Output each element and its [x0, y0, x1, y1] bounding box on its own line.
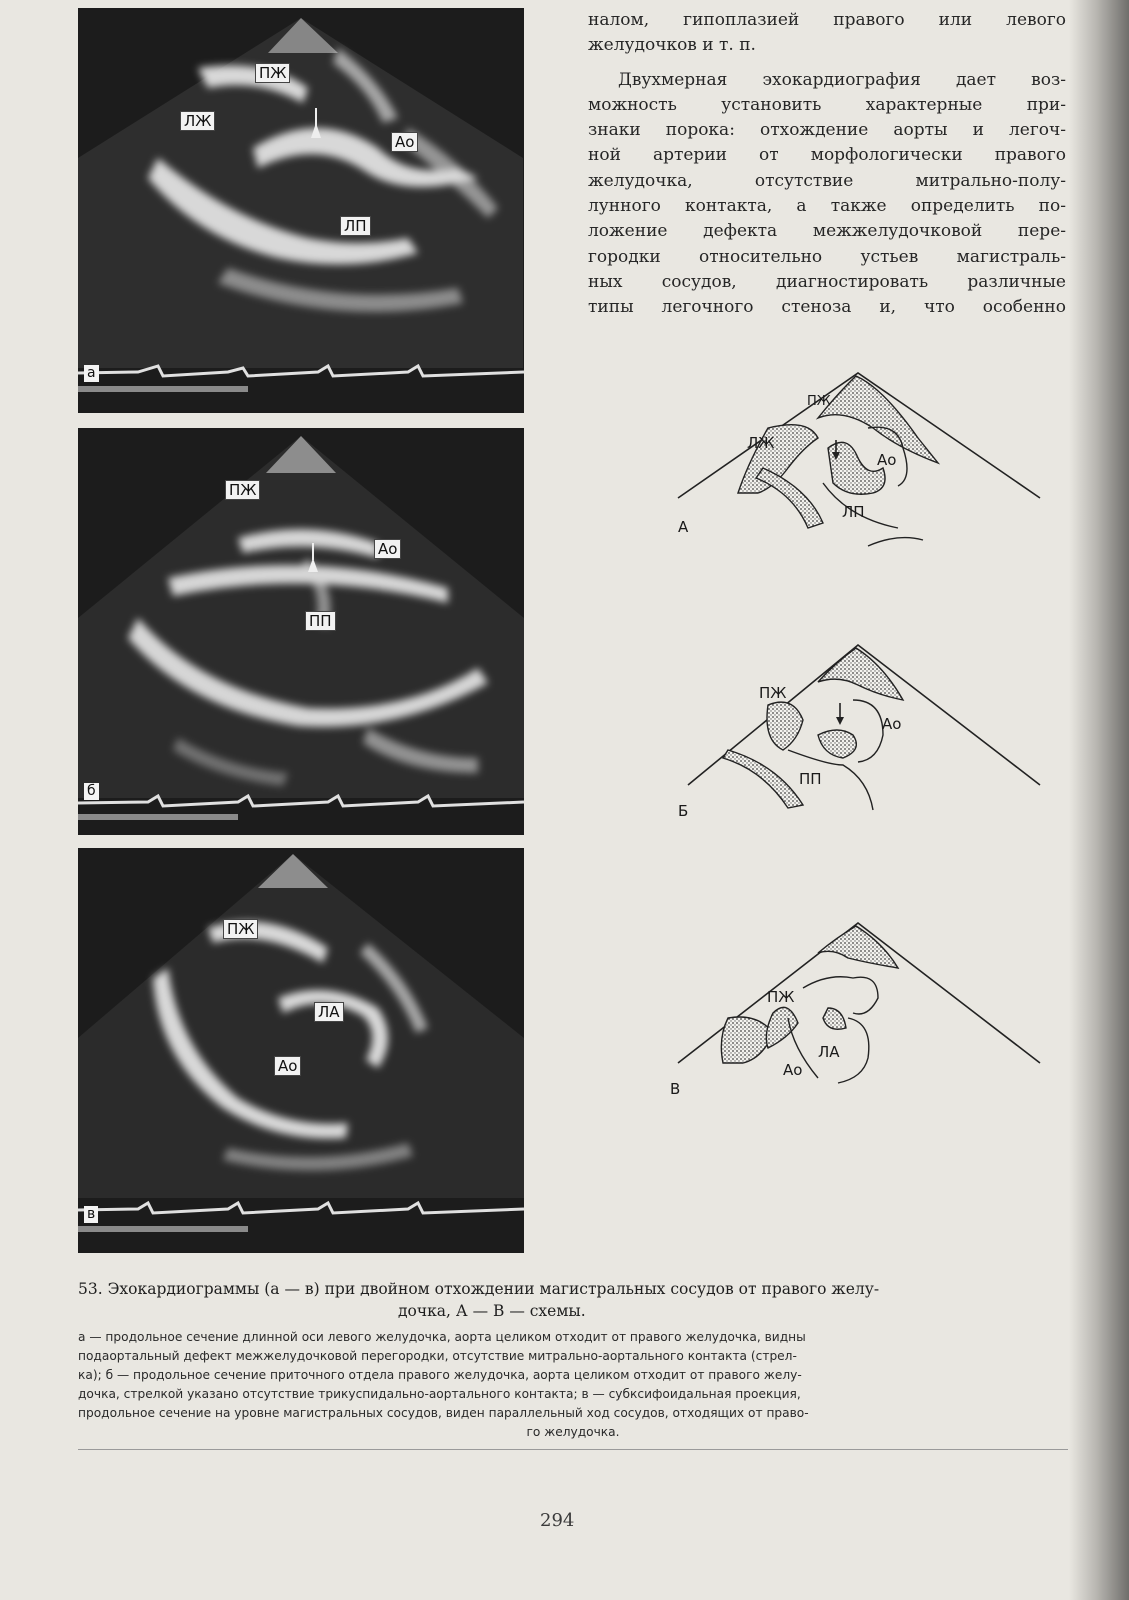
scheme-c — [668, 918, 1048, 1103]
caption-detail-line: продольное сечение на уровне магистральных сосудов, виден параллельный ход сосудов, отходящих от право- — [78, 1406, 809, 1420]
caption-title-line: 53. Эхокардиограммы (а — в) при двойном отхождении магистральных сосудов от правого желу- — [78, 1280, 880, 1298]
scheme-a-label-lv: ЛЖ — [747, 434, 775, 452]
echo-b-image — [78, 428, 524, 835]
echocardiogram-a — [78, 8, 524, 413]
caption-detail-line: го желудочка. — [526, 1425, 620, 1439]
echo-c-letter: в — [84, 1206, 98, 1223]
echocardiogram-b — [78, 428, 524, 835]
echo-a-image — [78, 8, 524, 413]
scheme-a — [668, 368, 1048, 553]
echo-a-label-ao: Ао — [391, 132, 418, 152]
body-line: ложение дефекта межжелудочковой пере- — [588, 221, 1066, 242]
echo-c-label-rv: ПЖ — [223, 919, 258, 939]
echo-a-label-rv: ПЖ — [255, 63, 290, 83]
scheme-c-label-ao: Ао — [783, 1061, 803, 1079]
caption-detail-line: дочка, стрелкой указано отсутствие трикуспидально-аортального контакта; в — субксифоидальная проекция, — [78, 1387, 801, 1401]
echo-c-image — [78, 848, 524, 1253]
footer-rule — [78, 1449, 1068, 1450]
scheme-a-label-rv: ПЖ — [807, 394, 831, 409]
scheme-b-label-ra: ПП — [799, 770, 822, 788]
scheme-b — [668, 640, 1048, 830]
body-line: городки относительно устьев магистраль- — [588, 246, 1066, 267]
body-text — [588, 8, 1066, 321]
scheme-b-label-ao: Ао — [882, 715, 902, 733]
scheme-c-letter: В — [670, 1080, 681, 1098]
scheme-c-drawing — [668, 918, 1048, 1103]
scheme-b-letter: Б — [678, 802, 689, 820]
caption-title-line: дочка, А — В — схемы. — [398, 1302, 586, 1320]
scheme-a-label-la: ЛП — [842, 503, 865, 521]
body-line: налом, гипоплазией правого или левого — [588, 10, 1066, 30]
caption-detail-line: а — продольное сечение длинной оси левого желудочка, аорта целиком отходит от правого желудочка, видны — [78, 1330, 806, 1344]
body-line: Двухмерная эхокардиография дает воз- — [618, 69, 1066, 90]
body-line: можность установить характерные при- — [588, 94, 1066, 115]
scheme-b-label-rv: ПЖ — [759, 684, 787, 702]
echo-c-label-ao: Ао — [274, 1056, 301, 1076]
scheme-c-label-pa: ЛА — [818, 1043, 840, 1061]
echocardiogram-c — [78, 848, 524, 1253]
echo-b-letter: б — [84, 783, 99, 800]
scheme-a-drawing — [668, 368, 1048, 553]
echo-a-letter: а — [84, 365, 99, 382]
body-line: желудочка, отсутствие митрально-полу- — [588, 170, 1066, 191]
figure-caption-title — [78, 1278, 1068, 1322]
page-edge-shadow — [1069, 0, 1129, 1600]
echo-a-label-lv: ЛЖ — [180, 111, 215, 131]
scheme-a-label-ao: Ао — [877, 451, 897, 469]
echo-b-label-ao: Ао — [374, 539, 401, 559]
body-line: лунного контакта, а также определить по- — [588, 196, 1066, 217]
caption-detail-line: ка); б — продольное сечение приточного отдела правого желудочка, аорта целиком отходит от правого желу- — [78, 1368, 802, 1382]
body-line: желудочков и т. п. — [588, 35, 756, 56]
body-line: ных сосудов, диагностировать различные — [588, 271, 1066, 292]
figure-caption-detail — [78, 1328, 1068, 1442]
scheme-b-drawing — [668, 640, 1048, 830]
echo-b-label-ra: ПП — [305, 611, 336, 631]
page-number: 294 — [540, 1510, 575, 1531]
body-line: ной артерии от морфологически правого — [588, 145, 1066, 166]
echo-c-label-pa: ЛА — [314, 1002, 344, 1022]
echo-a-label-la: ЛП — [340, 216, 371, 236]
caption-detail-line: подаортальный дефект межжелудочковой перегородки, отсутствие митрально-аортального контакта (стрел- — [78, 1349, 797, 1363]
scheme-a-letter: А — [678, 518, 689, 536]
body-line: знаки порока: отхождение аорты и легоч- — [588, 120, 1066, 141]
echo-b-label-rv: ПЖ — [225, 480, 260, 500]
scheme-c-label-rv: ПЖ — [767, 988, 795, 1006]
body-line: типы легочного стеноза и, что особенно — [588, 297, 1066, 318]
